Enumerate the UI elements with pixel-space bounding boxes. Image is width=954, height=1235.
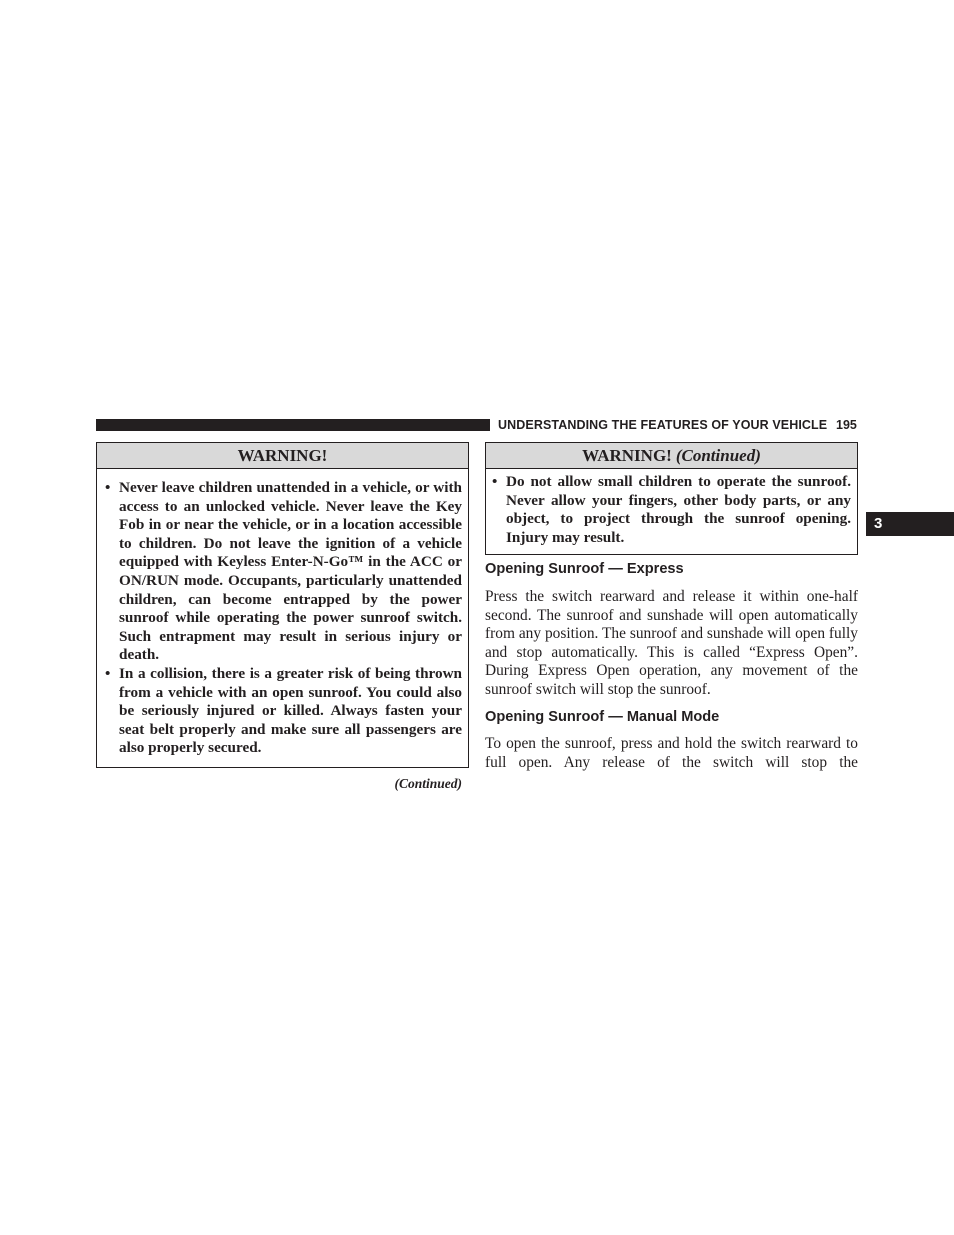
warning-box-left bbox=[96, 442, 469, 768]
page-number: 195 bbox=[836, 418, 857, 432]
warning-item bbox=[105, 665, 462, 758]
section-heading-express: Opening Sunroof — Express bbox=[485, 561, 684, 577]
bullet-icon: • bbox=[105, 664, 111, 682]
warning-item-text: Never leave children unattended in a vehicle, or with access to an unlocked vehicle. Never leave the Key Fob in or near the vehicle, or in a location accessible to children. Do not leave the ignition of a vehicle equipped with Keyless Enter-N-Go™ in the ACC or ON/RUN mode. Occupants, particularly unattended children, can become entrapped by the power sunroof while operating the power sunroof switch. Such entrapment may result in serious injury or death. bbox=[119, 479, 462, 664]
section-body-manual: To open the sunroof, press and hold the switch rearward to full open. Any release of the switch will stop the bbox=[485, 735, 858, 771]
warning-heading-text: WARNING! bbox=[582, 446, 672, 465]
bullet-icon: • bbox=[105, 479, 111, 496]
running-header-title: UNDERSTANDING THE FEATURES OF YOUR VEHICLE bbox=[498, 418, 828, 432]
continued-note: (Continued) bbox=[394, 776, 462, 791]
warning-box-right bbox=[485, 442, 858, 555]
warning-list bbox=[97, 469, 468, 758]
section-heading-manual: Opening Sunroof — Manual Mode bbox=[485, 709, 720, 725]
chapter-tab: 3 bbox=[866, 512, 954, 536]
warning-item bbox=[105, 479, 462, 665]
warning-heading bbox=[97, 443, 468, 469]
bullet-icon: • bbox=[492, 473, 498, 490]
warning-list bbox=[486, 469, 857, 547]
warning-heading-continued: (Continued) bbox=[675, 446, 761, 465]
warning-heading-text: WARNING! bbox=[237, 446, 328, 465]
section-body-express: Press the switch rearward and release it within one-half second. The sunroof and sunshade will open automatically from any position. The sunroof and sunshade will open fully and stop automatically. This is called “Express Open”. During Express Open operation, any movement of the sunroof switch will stop the sunroof. bbox=[485, 588, 858, 698]
warning-item-text: Do not allow small children to operate the sunroof. Never allow your fingers, other body parts, or any object, to project through the sunroof opening. Injury may result. bbox=[506, 473, 851, 546]
warning-item bbox=[492, 473, 851, 547]
warning-heading bbox=[486, 443, 857, 469]
header-rule bbox=[96, 419, 490, 431]
warning-item-text: In a collision, there is a greater risk of being thrown from a vehicle with an open sunroof. You could also be seriously injured or killed. Always fasten your seat belt properly and make sure all passengers are also properly secured. bbox=[119, 664, 462, 757]
